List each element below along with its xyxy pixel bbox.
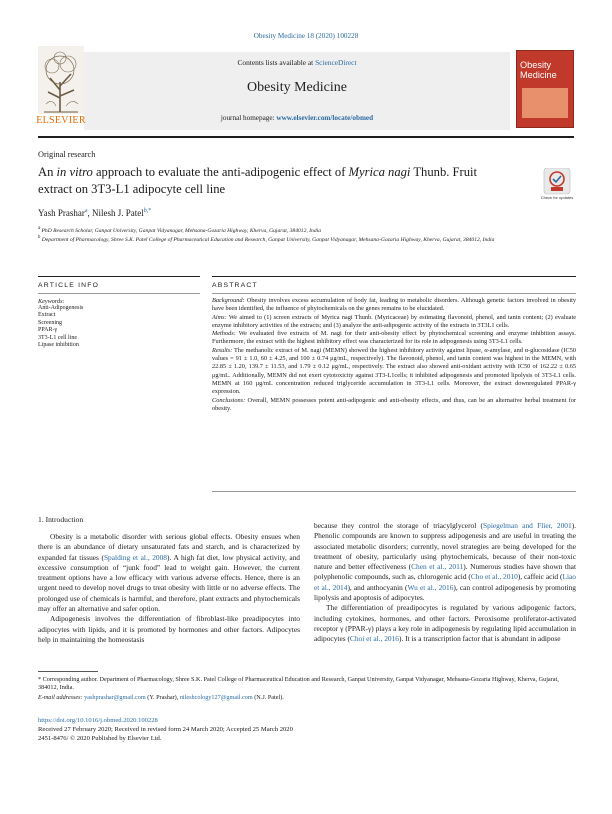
check-for-updates-icon[interactable] (540, 168, 574, 204)
header-rule (38, 136, 574, 138)
intro-paragraph-4 (314, 603, 576, 644)
title-text-1: An (38, 165, 57, 179)
received-dates: Received 27 February 2020; Received in revised form 24 March 2020; Accepted 25 March 2020 (38, 726, 293, 733)
intro-paragraph-3 (314, 521, 576, 603)
keyword: Screening (38, 319, 62, 326)
affiliation-a: $^a$ PhD Research Scholar, Ganpat University, Ganpat Vidyanagar, Mehsana-Gozaria Highway, Kherva, Gujarat, 384012, India (38, 226, 321, 234)
email-1-owner: (Y. Prashar), (145, 694, 180, 701)
citation-link[interactable]: Liao et al., 2014 (314, 572, 576, 592)
copyright-line: 2451-8476/ © 2020 Published by Elsevier Ltd. (38, 735, 162, 742)
intro-paragraph-1 (38, 532, 300, 614)
conclusions-text: Overall, MEMN possesses potent anti-adipogenic and anti-obesity effects, and thus, can be an alternative herbal treatment for obesity. (212, 396, 576, 412)
keywords-label: Keywords: (38, 298, 65, 305)
author-2-affiliation-mark[interactable]: b,* (143, 208, 152, 214)
journal-name: Obesity Medicine (247, 80, 347, 95)
methods-label: Methods: (212, 330, 236, 338)
title-italic-2: Myrica nagi (348, 165, 411, 179)
conclusions-label: Conclusions: (212, 396, 246, 404)
intro-p3-text-c: ). Numerous studies have shown that polyphenolic compounds, such as, chlorogenic acid ( (314, 562, 576, 582)
introduction-heading: 1. Introduction (38, 515, 84, 524)
abstract-results (212, 347, 576, 397)
keyword: Anti-Adipogenesis (38, 305, 84, 311)
intro-paragraph-2: Adipogenesis involves the differentiation of fibroblast-like preadipocytes into adipocytes with lipids, and it is promoted by hormones and other factors. Adipocytes help in maintaining the homeostasis (38, 614, 300, 644)
intro-p1-text-a: Obesity is a metabolic disorder with serious global effects. Obesity ensues when there is an abundance of dietary unsaturated fats and starch, and is characterized by expanded fat tissues ( (38, 532, 300, 562)
check-badge-label: Check for updates (540, 195, 574, 200)
email-link-1[interactable]: yashprashar@gmail.com (84, 694, 146, 701)
journal-reference: Obesity Medicine 18 (2020) 100228 (253, 32, 359, 40)
abstract-top-rule (212, 276, 576, 277)
article-title (38, 164, 508, 198)
intro-p3-text-d: ), caffeic acid ( (517, 572, 563, 582)
elsevier-tree-icon (38, 46, 84, 122)
citation-link[interactable]: Chen et al., 2011 (411, 562, 464, 572)
abstract-methods (212, 330, 576, 347)
keywords-list (38, 305, 83, 349)
article-info-heading: ARTICLE INFO (38, 282, 100, 289)
intro-p3-text-b: ). Phenolic compounds are known to suppress adipogenesis and are useful in treating the associated metabolic disorders; currently, novel strategies are being developed for the treatment of obesity, particularly using phytochemicals, because of their non-toxic nature and better effectiveness ( (314, 521, 576, 572)
results-label: Results: (212, 346, 233, 354)
article-info-rule (38, 293, 200, 294)
author-1: Yash Prashar (38, 208, 85, 218)
abstract-conclusions (212, 397, 576, 414)
contents-line (84, 58, 510, 67)
intro-p3-text-e: ), and anthocyanin ( (347, 582, 408, 592)
intro-p4-text-a: The differentiation of preadipocytes is regulated by various adipogenic factors, including cytokines, hormones, and other factors. Peroxisome proliferator-activated receptor γ (PPAR-γ) plays a key role in adipogenesis by regulating lipid accumulation in adipocytes ( (314, 603, 576, 644)
email-2-owner: (N.J. Patel). (252, 694, 284, 701)
cover-artwork (522, 88, 568, 118)
aims-text: We aimed to (1) screen extracts of Myrica nagi Thunb. (Myricaceae) by estimating flavonoid, phenol, and tanin content; (2) evaluate enzyme inhibitory activities of the extracts; and (3) analyze the anti-adipogenic activity of the extracts in 3T3L1 cells. (212, 313, 576, 329)
article-info-top-rule (38, 276, 200, 277)
methods-text: We evaluated five extracts of M. nagi for their anti-obesity effect by phytochemical screening and enzyme inhibition assays. Furthermore, the extract with the highest inhibitory effect was characterized for its role in adipogenesis using 3T3-L1 cells. (212, 330, 576, 346)
affiliation-b: $^b$ Department of Pharmacology, Shree S.K. Patel College of Pharmaceutical Education and Research, Ganpat University, Ganpat Vidyanagar, Mehsana-Gozaria Highway, Kherva, Gujarat, 384012, India (38, 235, 495, 243)
sciencedirect-link[interactable]: ScienceDirect (315, 58, 357, 67)
keyword: Lipase inhibition (38, 342, 79, 349)
citation-link[interactable]: Spiegelman and Flier, 2001 (483, 521, 572, 530)
email-addresses (38, 694, 576, 702)
email-label: E-mail addresses: (38, 694, 83, 701)
intro-p3-text-a: because they control the storage of triacylglycerol ( (314, 521, 484, 530)
body-column-left (38, 532, 300, 645)
citation-link[interactable]: Cho et al., 2010 (470, 572, 518, 582)
abstract-body (212, 297, 576, 413)
abstract-bottom-rule (212, 491, 576, 492)
keyword: PPAR-γ (38, 327, 58, 334)
body-column-right (314, 521, 576, 645)
footnote-rule (38, 671, 98, 672)
abstract-background (212, 297, 576, 314)
background-label: Background: (212, 297, 245, 304)
author-1-affiliation-mark[interactable]: a (84, 208, 88, 214)
journal-homepage-link[interactable]: www.elsevier.com/locate/obmed (276, 114, 374, 122)
author-list: Yash Prashar$^a$, Nilesh J. Patel$^{b,*}$ (38, 208, 152, 218)
title-italic-1: in vitro (56, 165, 93, 179)
corresponding-author-note: * Corresponding author. Department of Pharmacology, Shree S.K. Patel College of Pharmaceutical Education and Research, Ganpat University, Ganpat Vidyanagar, Mehsana-Gozaria Highway, Kherva, Gujarat, 384012, India. (38, 676, 559, 692)
intro-p4-text-b: ). It is a transcription factor that is abundant in adipose (398, 634, 561, 644)
keyword: Extract (38, 312, 56, 319)
email-link-2[interactable]: nileshcology127@gmail.com (179, 694, 253, 701)
title-text-3: Thunb. Fruit extract on 3T3-L1 adipocyte cell line (38, 165, 478, 196)
citation-link[interactable]: Spalding et al., 2008 (103, 552, 168, 562)
results-text: The methanolic extract of M. nagi (MEMN) showed the highest inhibitory activity against lipase, α-amylase, and α-glucosidase (IC50 values = 91 ± 1.0, 60 ± 4.25, and 100 ± 0.74 μg/mL, respectively). The flavonoid, phenol, and tanin content was highest in the MEMN, with 22.85 ± 1.20, 139.7 ± 11.53, and 1.79 ± 0.12 μg/mL, respectively. The extract also showed anti-oxidant activity with IC50 of 162.22 ± 0.65 μg/mL. Additionally, MEMN did not exert cytotoxicity against 3T3-L1cells; it inhibited adipogenesis and promoted lipolysis of 3T3-L1 cells. MEMN at 160 μg/mL concentration reduced triglyceride accumulation in 3T3-L1 cells. Moreover, the extract downregulated PPAR-γ expression. (212, 346, 576, 396)
background-text: Obesity involves excess accumulation of body fat, leading to metabolic disorders. Although genetic factors involved in obesity have been identified, the influence of phytochemicals on the genes remains to be elucidated. (212, 297, 576, 313)
intro-p1-text-b: ). A high fat diet, low physical activity, and excessive consumption of “junk food” lead to weight gain. However, the current treatment options have a low efficacy with various adverse effects. Hence, there is an urgent need to develop novel drugs to treat obesity with little or no adverse effects. The prolonged use of chemicals is harmful, and therefore, plant extracts and phytochemicals may offer an alternative and safer option. (38, 552, 301, 614)
abstract-rule (212, 293, 576, 294)
abstract-aims (212, 314, 576, 331)
author-2: Nilesh J. Patel (92, 208, 144, 218)
intro-p3-text-f: ), can control adipogenesis by promoting lipolysis and apoptosis of adipocytes. (314, 582, 576, 603)
affiliation-a-text: PhD Research Scholar, Ganpat University, Ganpat Vidyanagar, Mehsana-Gozaria Highway, Kherva, Gujarat, 384012, India (41, 227, 321, 234)
citation-link[interactable]: Choi et al., 2016 (349, 634, 399, 644)
doi-line (38, 717, 158, 726)
keyword: 3T3-L1 cell line (38, 334, 77, 341)
title-text-2: approach to evaluate the anti-adipogenic effect of (92, 165, 349, 179)
cover-title: Obesity Medicine (520, 60, 557, 80)
doi-link[interactable]: https://doi.org/10.1016/j.obmed.2020.100228 (38, 717, 158, 724)
citation-link[interactable]: Wu et al., 2016 (407, 582, 454, 592)
abstract-heading: ABSTRACT (212, 282, 258, 289)
article-type: Original research (38, 150, 96, 159)
homepage-line (84, 114, 510, 122)
contents-prefix: Contents lists available at (237, 58, 316, 67)
affiliation-b-text: Department of Pharmacology, Shree S.K. Patel College of Pharmaceutical Education and Research, Ganpat University, Ganpat Vidyanagar, Mehsana-Gozaria Highway, Kherva, Gujarat, 384012, India (41, 236, 495, 243)
aims-label: Aims: (212, 313, 227, 321)
homepage-prefix: journal homepage: (220, 114, 277, 122)
publisher-name: ELSEVIER (36, 115, 86, 126)
